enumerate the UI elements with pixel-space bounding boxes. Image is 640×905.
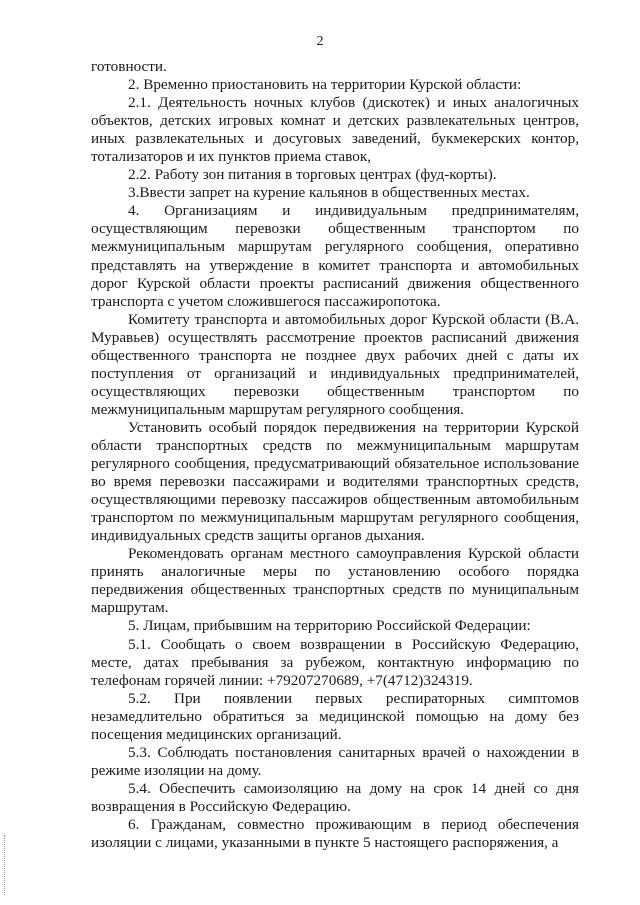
paragraph-4-recommendation: Рекомендовать органам местного самоуправления Курской области принять аналогичные меры по установлению особого порядка передвижения общественных транспортных средств по муниципальным маршрутам. xyxy=(91,545,579,617)
paragraph-2-2: 2.2. Работу зон питания в торговых центрах (фуд-корты). xyxy=(128,166,497,184)
paragraph-4-committee: Комитету транспорта и автомобильных дорог Курской области (В.А. Муравьев) осуществлять рассмотрение проектов расписаний движения общественного транспорта не позднее двух рабочих дней с даты их поступления от организаций и индивидуальных предпринимателей, осуществляющих перевозки общественным транспортом по межмуниципальным маршрутам регулярного сообщения. xyxy=(91,310,579,418)
paragraph-4-transport-order: Установить особый порядок передвижения на территории Курской области транспортных средств по межмуниципальным маршрутам регулярного сообщения, предусматривающий обязательное использование во время перевозки пассажирами и водителями транспортных средств, осуществляющими перевозку пассажиров общественным автомобильным транспортом по межмуниципальным маршрутам регулярного сообщения, индивидуальных средств защиты органов дыхания. xyxy=(91,418,579,545)
paragraph-continuation: готовности. xyxy=(91,58,167,75)
paragraph-2: 2. Временно приостановить на территории Курской области: xyxy=(128,76,522,94)
document-body xyxy=(91,58,579,852)
paragraph-5: 5. Лицам, прибывшим на территорию Российской Федерации: xyxy=(128,617,531,635)
paragraph-5-2: 5.2. При появлении первых респираторных симптомов незамедлительно обратиться за медицинской помощью на дому без посещения медицинских организаций. xyxy=(91,689,579,743)
scan-edge-marks xyxy=(4,835,7,895)
paragraph-3: 3.Ввести запрет на курение кальянов в общественных местах. xyxy=(128,184,530,202)
paragraph-6: 6. Гражданам, совместно проживающим в период обеспечения изоляции с лицами, указанными в пункте 5 настоящего распоряжения, а xyxy=(91,815,579,852)
paragraph-5-4: 5.4. Обеспечить самоизоляцию на дому на срок 14 дней со дня возвращения в Российскую Федерацию. xyxy=(91,779,579,815)
paragraph-2-1: 2.1. Деятельность ночных клубов (дискотек) и иных аналогичных объектов, детских игровых комнат и детских развлекательных центров, иных развлекательных и досуговых заведений, букмекерских контор, тотализаторов и их пунктов приема ставок, xyxy=(91,94,579,166)
paragraph-5-1: 5.1. Сообщать о своем возвращении в Российскую Федерацию, месте, датах пребывания за рубежом, контактную информацию по телефонам горячей линии: +79207270689, +7(4712)324319. xyxy=(91,635,579,689)
paragraph-5-3: 5.3. Соблюдать постановления санитарных врачей о нахождении в режиме изоляции на дому. xyxy=(91,743,579,779)
page-number: 2 xyxy=(316,34,324,49)
paragraph-4: 4. Организациям и индивидуальным предпринимателям, осуществляющим перевозки общественным транспортом по межмуниципальным маршрутам регулярного сообщения, оперативно представлять на утверждение в комитет транспорта и автомобильных дорог Курской области проекты расписаний движения общественного транспорта с учетом сложившегося пассажиропотока. xyxy=(91,202,579,310)
